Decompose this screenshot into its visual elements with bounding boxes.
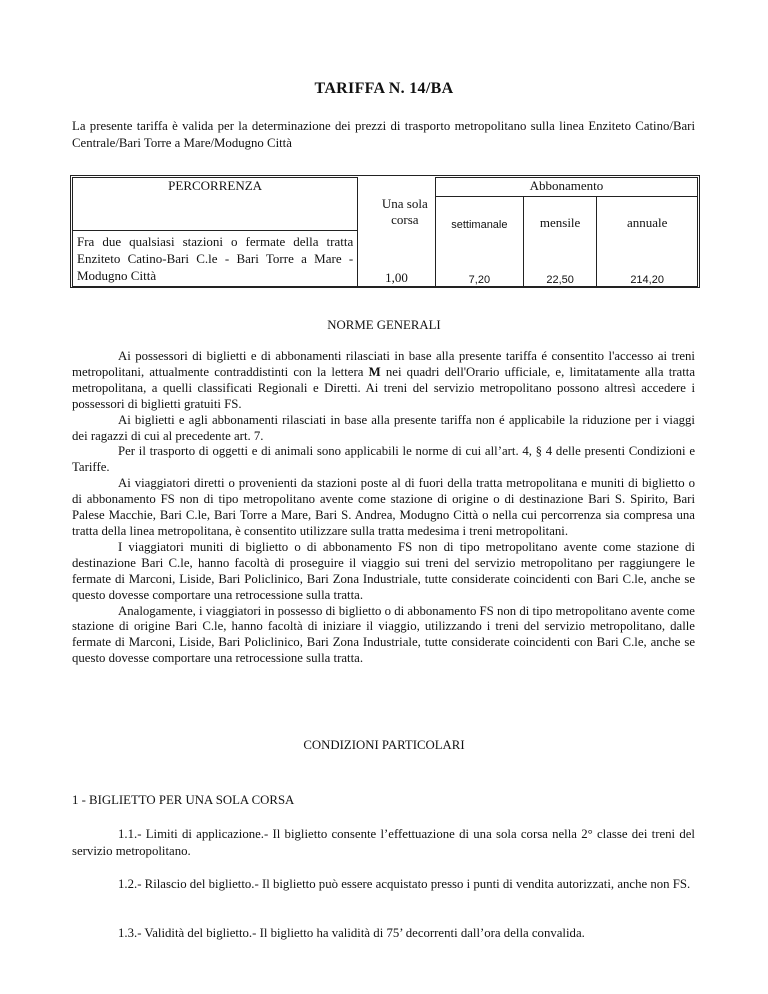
- settimanale-price: 7,20: [435, 231, 523, 287]
- section-1-title: 1 - BIGLIETTO PER UNA SOLA CORSA: [72, 793, 295, 807]
- norme-paragraph-2: Ai biglietti e agli abbonamenti rilasciati in base alla presente tariffa non é applicabile la riduzione per i viaggi dei ragazzi di cui al precedente art. 7.: [72, 412, 695, 443]
- condizioni-particolari-heading: CONDIZIONI PARTICOLARI: [303, 738, 465, 752]
- section-1-3: 1.3.- Validità del biglietto.- Il biglietto ha validità di 75’ decorrenti dall’ora della convalida.: [118, 926, 585, 940]
- norme-paragraph-5: I viaggiatori muniti di biglietto o di abbonamento FS non di tipo metropolitano avente come stazione di destinazione Bari C.le, hanno facoltà di proseguire il viaggio sui treni del servizio metropolitano per raggiungere le fermate di Marconi, Liside, Bari Policlinico, Bari Zona Industriale, tutte considerate coincidenti con Bari C.le, anche se questo dovesse comportare una retrocessione sulla tratta.: [72, 539, 695, 602]
- document-title: TARIFFA N. 14/BA: [314, 80, 454, 97]
- mensile-header: mensile: [523, 197, 596, 231]
- norme-paragraph-6: Analogamente, i viaggiatori in possesso di biglietto o di abbonamento FS non di tipo metropolitano avente come stazione di origine Bari C.le, hanno facoltà di iniziare il viaggio, utilizzando i treni del servizio metropolitano, dalle fermate di Marconi, Liside, Bari Policlinico, Bari Zona Industriale, tutte considerate coincidenti con Bari C.le, anche se questo dovesse comportare una retrocessione sulla tratta.: [72, 603, 695, 666]
- norme-generali-body: [72, 349, 695, 667]
- tariff-table: [72, 177, 698, 287]
- norme-paragraph-4: Ai viaggiatori diretti o provenienti da stazioni poste al di fuori della tratta metropolitana e muniti di biglietto o di abbonamento FS non di tipo metropolitano avente come stazione di origine o di destinazione Bari S. Spirito, Bari Palese Macchie, Bari C.le, Bari Torre a Mare, Bari S. Andrea, Modugno Città o nella cui percorrenza sia compresa una tratta della linea metropolitana, è consentito utilizzare sulla tratta medesima i treni metropolitani.: [72, 476, 695, 538]
- norme-paragraph-3: Per il trasporto di oggetti e di animali sono applicabili le norme di cui all’art. 4, § 4 delle presenti Condizioni e Tariffe.: [72, 444, 695, 475]
- norme-generali-heading: NORME GENERALI: [327, 318, 441, 332]
- una-sola-corsa-price: 1,00: [358, 231, 436, 287]
- section-1-2: 1.2.- Rilascio del biglietto.- Il biglietto può essere acquistato presso i punti di vendita autorizzati, anche non FS.: [118, 877, 691, 891]
- route-description: Fra due qualsiasi stazioni o fermate della tratta Enziteto Catino-Bari C.le - Bari Torre a Mare - Modugno Città: [73, 231, 358, 287]
- mensile-price: 22,50: [523, 231, 596, 287]
- annuale-price: 214,20: [597, 231, 698, 287]
- annuale-header: annuale: [597, 197, 698, 231]
- abbonamento-header: Abbonamento: [435, 178, 697, 197]
- norme-paragraph-1: Ai possessori di biglietti e di abbonamenti rilasciati in base alla presente tariffa é consentito l'accesso ai treni metropolitani, attualmente contraddistinti con la lettera M nei quadri dell'Orario ufficiale, e, limitatamente alla tratta metropolitana, a quelli classificati Regionali e Diretti. Ai treni del servizio metropolitano possono altresì accedere i possessori di biglietti gratuiti FS.: [72, 349, 695, 411]
- section-1-1: 1.1.- Limiti di applicazione.- Il biglietto consente l’effettuazione di una sola corsa nella 2° classe dei treni del servizio metropolitano.: [72, 827, 695, 858]
- una-sola-corsa-header: Una sola corsa: [358, 178, 436, 231]
- intro-text: La presente tariffa è valida per la determinazione dei prezzi di trasporto metropolitano sulla linea Enziteto Catino/Bari Centrale/Bari Torre a Mare/Modugno Città: [72, 119, 695, 150]
- percorrenza-header: PERCORRENZA: [73, 178, 358, 231]
- settimanale-header: settimanale: [435, 197, 523, 231]
